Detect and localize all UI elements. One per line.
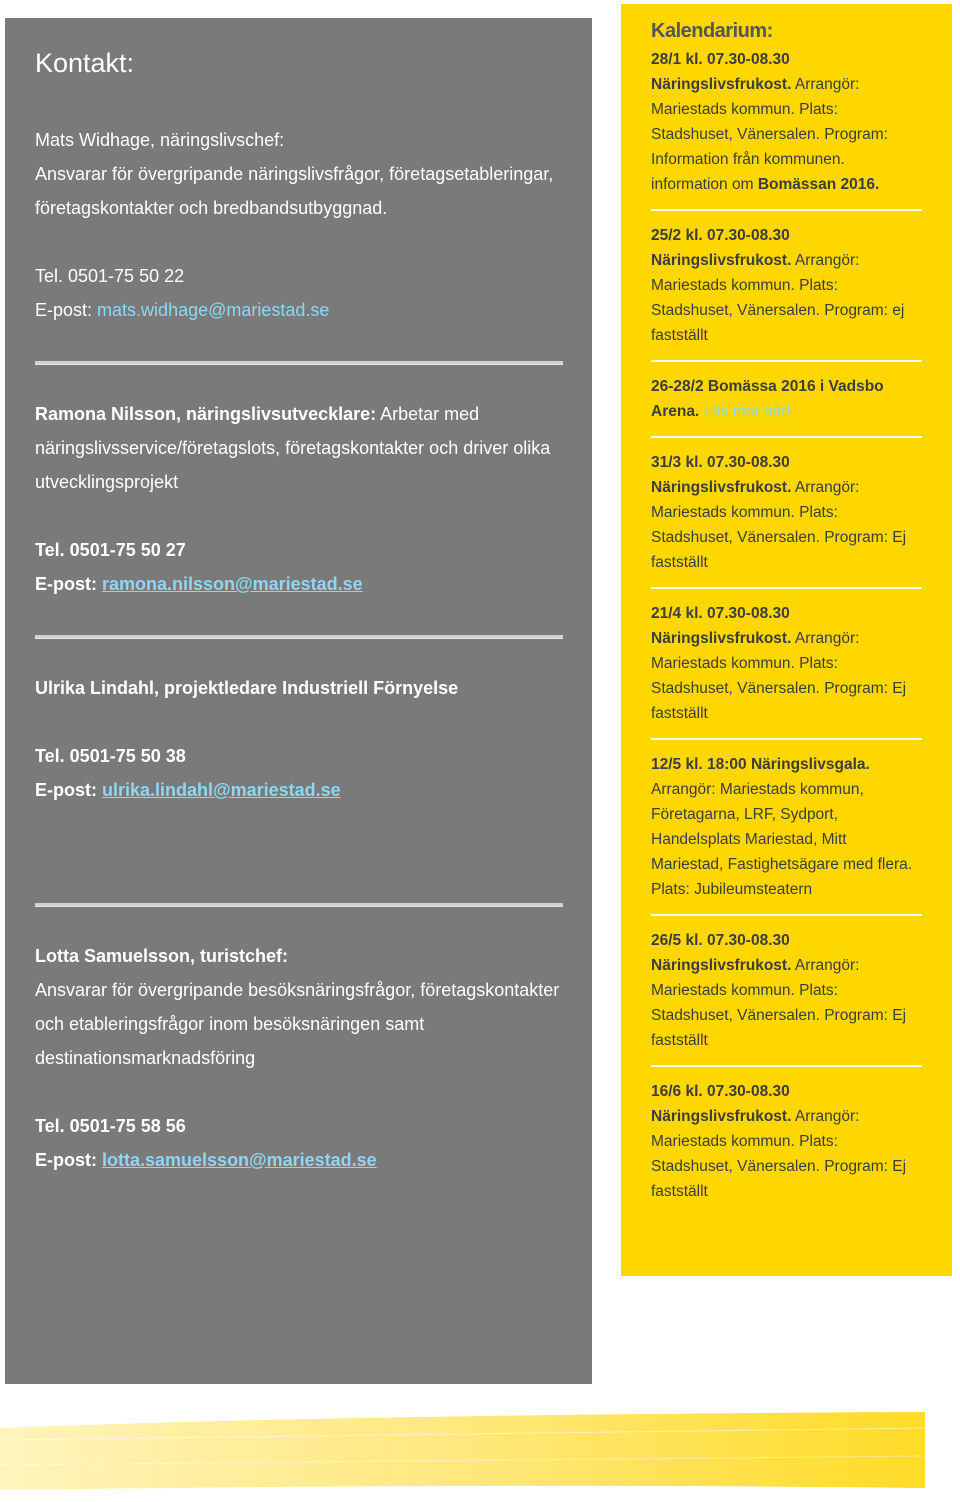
email-link[interactable]: lotta.samuelsson@mariestad.se	[102, 1150, 377, 1170]
email-link[interactable]: ramona.nilsson@mariestad.se	[102, 574, 363, 594]
calendar-entry: 26-28/2 Bomässa 2016 i Vadsbo Arena. Läs mer här!	[651, 378, 884, 420]
calendar-entry: 26/5 kl. 07.30-08.30 Näringslivsfrukost. Arrangör: Mariestads kommun. Plats: Stadshuset, Vänersalen. Program: Ej fastställt	[651, 932, 907, 1049]
contact-person-samuelsson	[35, 939, 562, 1177]
calendar-entry: 21/4 kl. 07.30-08.30 Näringslivsfrukost. Arrangör: Mariestads kommun. Plats: Stadshuset, Vänersalen. Program: Ej fastställt	[651, 605, 907, 722]
calendar-entry: 31/3 kl. 07.30-08.30 Näringslivsfrukost. Arrangör: Mariestads kommun. Plats: Stadshuset, Vänersalen. Program: Ej fastställt	[651, 454, 907, 571]
contact-name: Ramona Nilsson, näringslivsutvecklare:	[35, 404, 377, 424]
calendar-separator	[651, 1065, 922, 1067]
contact-person-lindahl	[35, 671, 562, 807]
calendar-separator	[651, 738, 922, 740]
calendar-panel	[621, 4, 952, 1276]
calendar-separator	[651, 436, 922, 438]
divider	[35, 903, 563, 907]
contact-name: Lotta Samuelsson, turistchef:	[35, 946, 289, 966]
calendar-entry: 12/5 kl. 18:00 Näringslivsgala. Arrangör: Mariestads kommun, Företagarna, LRF, Sydport, Handelsplats Mariestad, Mitt Mariestad, Fastighetsägare med flera. Plats: Jubileumsteatern	[651, 756, 913, 898]
contact-description: Ansvarar för övergripande näringslivsfrågor, företagsetableringar, företagskontakter och bredbandsutbyggnad.	[35, 164, 554, 218]
divider	[35, 635, 563, 639]
contact-phone: Tel. 0501-75 50 27	[35, 540, 186, 560]
contact-phone: Tel. 0501-75 50 38	[35, 746, 186, 766]
calendar-entry: 28/1 kl. 07.30-08.30 Näringslivsfrukost. Arrangör: Mariestads kommun. Plats: Stadshuset, Vänersalen. Program: Information från kommunen. information om Bomässan 2016.	[651, 51, 888, 193]
email-label: E-post:	[35, 780, 97, 800]
calendar-entry: 16/6 kl. 07.30-08.30 Näringslivsfrukost. Arrangör: Mariestads kommun. Plats: Stadshuset, Vänersalen. Program: Ej fastställt	[651, 1083, 907, 1200]
calendar-separator	[651, 587, 922, 589]
contact-description: Ansvarar för övergripande besöksnäringsfrågor, företagskontakter och etableringsfrågor inom besöksnäringen samt destinationsmarknadsföring	[35, 980, 560, 1068]
contact-person-nilsson	[35, 397, 562, 601]
read-more-link[interactable]: Läs mer här!	[703, 403, 791, 420]
contact-name: Ulrika Lindahl, projektledare Industriell Förnyelse	[35, 678, 459, 698]
contact-panel	[5, 18, 592, 1384]
contact-phone: Tel. 0501-75 50 22	[35, 266, 185, 286]
calendar-entry: 25/2 kl. 07.30-08.30 Näringslivsfrukost. Arrangör: Mariestads kommun. Plats: Stadshuset, Vänersalen. Program: ej fastställt	[651, 227, 905, 344]
email-label: E-post:	[35, 574, 97, 594]
calendar-separator	[651, 914, 922, 916]
email-link[interactable]: mats.widhage@mariestad.se	[97, 300, 330, 320]
divider	[35, 361, 563, 365]
contact-name: Mats Widhage, näringslivschef:	[35, 130, 285, 150]
email-link[interactable]: ulrika.lindahl@mariestad.se	[102, 780, 341, 800]
contact-description: Arbetar med näringslivsservice/företagslots, företagskontakter och driver olika utvecklingsprojekt	[35, 404, 551, 492]
calendar-title: Kalendarium:	[651, 20, 773, 42]
calendar-separator	[651, 360, 922, 362]
contact-person-widhage	[35, 123, 562, 327]
decorative-yellow-banner	[0, 1410, 960, 1490]
email-label: E-post:	[35, 1150, 97, 1170]
calendar-separator	[651, 209, 922, 211]
contact-phone: Tel. 0501-75 58 56	[35, 1116, 186, 1136]
contact-title: Kontakt:	[35, 48, 135, 78]
email-label: E-post:	[35, 300, 93, 320]
